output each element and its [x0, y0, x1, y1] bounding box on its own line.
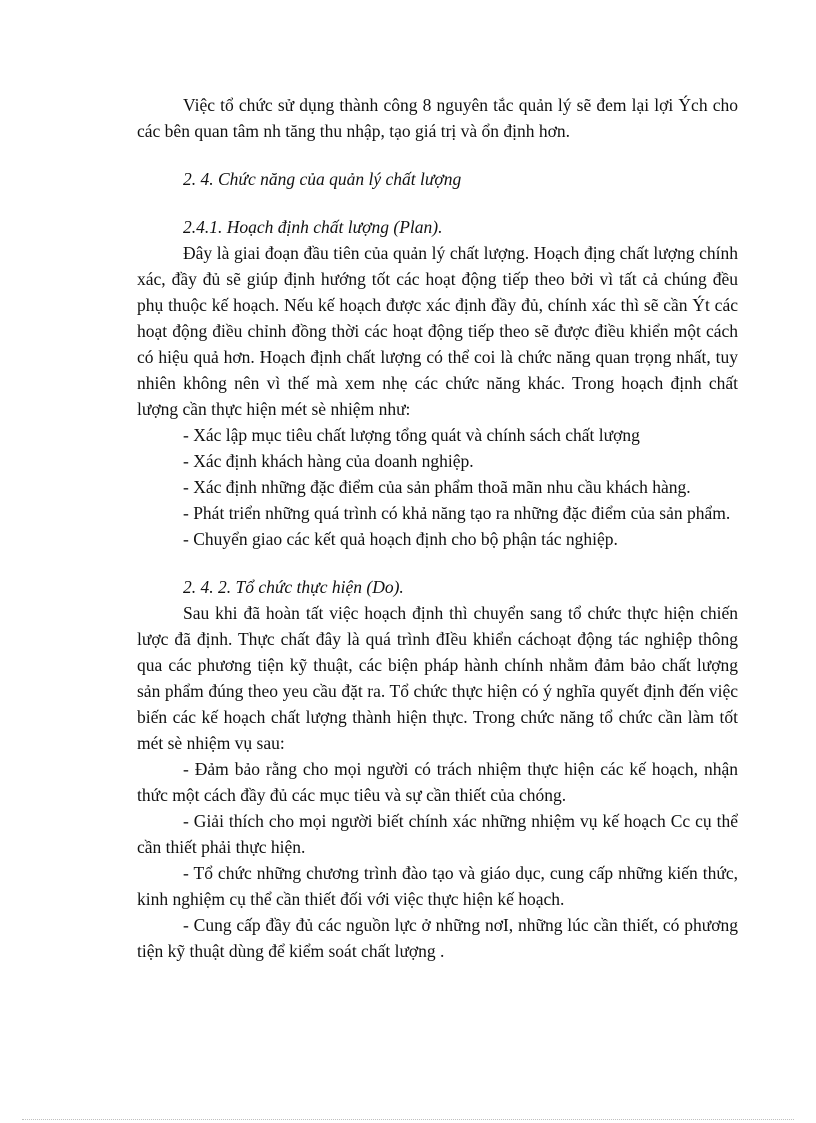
subsection-heading-plan: 2.4.1. Hoạch định chất lượng (Plan).	[183, 217, 443, 237]
do-list-item: - Tổ chức những chương trình đào tạo và giáo dục, cung cấp những kiến thức, kinh nghiệm cụ thể cần thiết đối với việc thực hiện kế hoạch.	[137, 863, 738, 909]
plan-list-item: - Chuyển giao các kết quả hoạch định cho bộ phận tác nghiệp.	[183, 529, 618, 549]
do-list-item: - Giải thích cho mọi người biết chính xác những nhiệm vụ kế hoạch Cc cụ thể cần thiết phải thực hiện.	[137, 811, 738, 857]
plan-list-item: - Xác lập mục tiêu chất lượng tổng quát và chính sách chất lượng	[183, 425, 640, 445]
plan-paragraph: Đây là giai đoạn đầu tiên của quản lý chất lượng. Hoạch địng chất lượng chính xác, đầy đủ sẽ giúp định hướng tốt các hoạt động tiếp theo bởi vì tất cả chúng đều phụ thuộc kế hoạch. Nếu kế hoạch được xác định đầy đủ, chính xác thì sẽ cần Ýt các hoạt động điều chỉnh đồng thời các hoạt động tiếp theo sẽ được điều khiển một cách có hiệu quả hơn. Hoạch định chất lượng có thể coi là chức năng quan trọng nhất, tuy nhiên không nên vì thế mà xem nhẹ các chức năng khác. Trong hoạch định chất lượng cần thực hiện mét sè nhiệm như:	[137, 243, 738, 419]
document-body	[137, 92, 738, 964]
plan-list-item: - Phát triển những quá trình có khả năng tạo ra những đặc điểm của sản phẩm.	[183, 503, 731, 523]
plan-list-item: - Xác định khách hàng của doanh nghiệp.	[183, 451, 474, 471]
do-paragraph: Sau khi đã hoàn tất việc hoạch định thì chuyển sang tổ chức thực hiện chiến lược đã định. Thực chất đây là quá trình đIều khiển cáchoạt động tác nghiệp thông qua các phương tiện kỹ thuật, các biện pháp hành chính nhằm đảm bảo chất lượng sản phẩm đúng theo yeu cầu đặt ra. Tổ chức thực hiện có ý nghĩa quyết định đến việc biến các kế hoạch chất lượng thành hiện thực. Trong chức năng tổ chức cần làm tốt mét sè nhiệm vụ sau:	[137, 603, 738, 753]
page-bottom-divider	[22, 1119, 794, 1120]
do-list-item: - Cung cấp đầy đủ các nguồn lực ở những nơI, những lúc cần thiết, có phương tiện kỹ thuật dùng để kiểm soát chất lượng .	[137, 915, 738, 961]
do-list-item: - Đảm bảo rằng cho mọi người có trách nhiệm thực hiện các kế hoạch, nhận thức một cách đầy đủ các mục tiêu và sự cần thiết của chóng.	[137, 759, 738, 805]
subsection-heading-do: 2. 4. 2. Tổ chức thực hiện (Do).	[183, 577, 404, 597]
plan-list-item: - Xác định những đặc điểm của sản phẩm thoã mãn nhu cầu khách hàng.	[183, 477, 691, 497]
section-heading: 2. 4. Chức năng của quản lý chất lượng	[183, 169, 462, 189]
intro-paragraph: Việc tổ chức sử dụng thành công 8 nguyên tắc quản lý sẽ đem lại lợi Ých cho các bên quan tâm nh tăng thu nhập, tạo giá trị và ổn định hơn.	[137, 95, 738, 141]
